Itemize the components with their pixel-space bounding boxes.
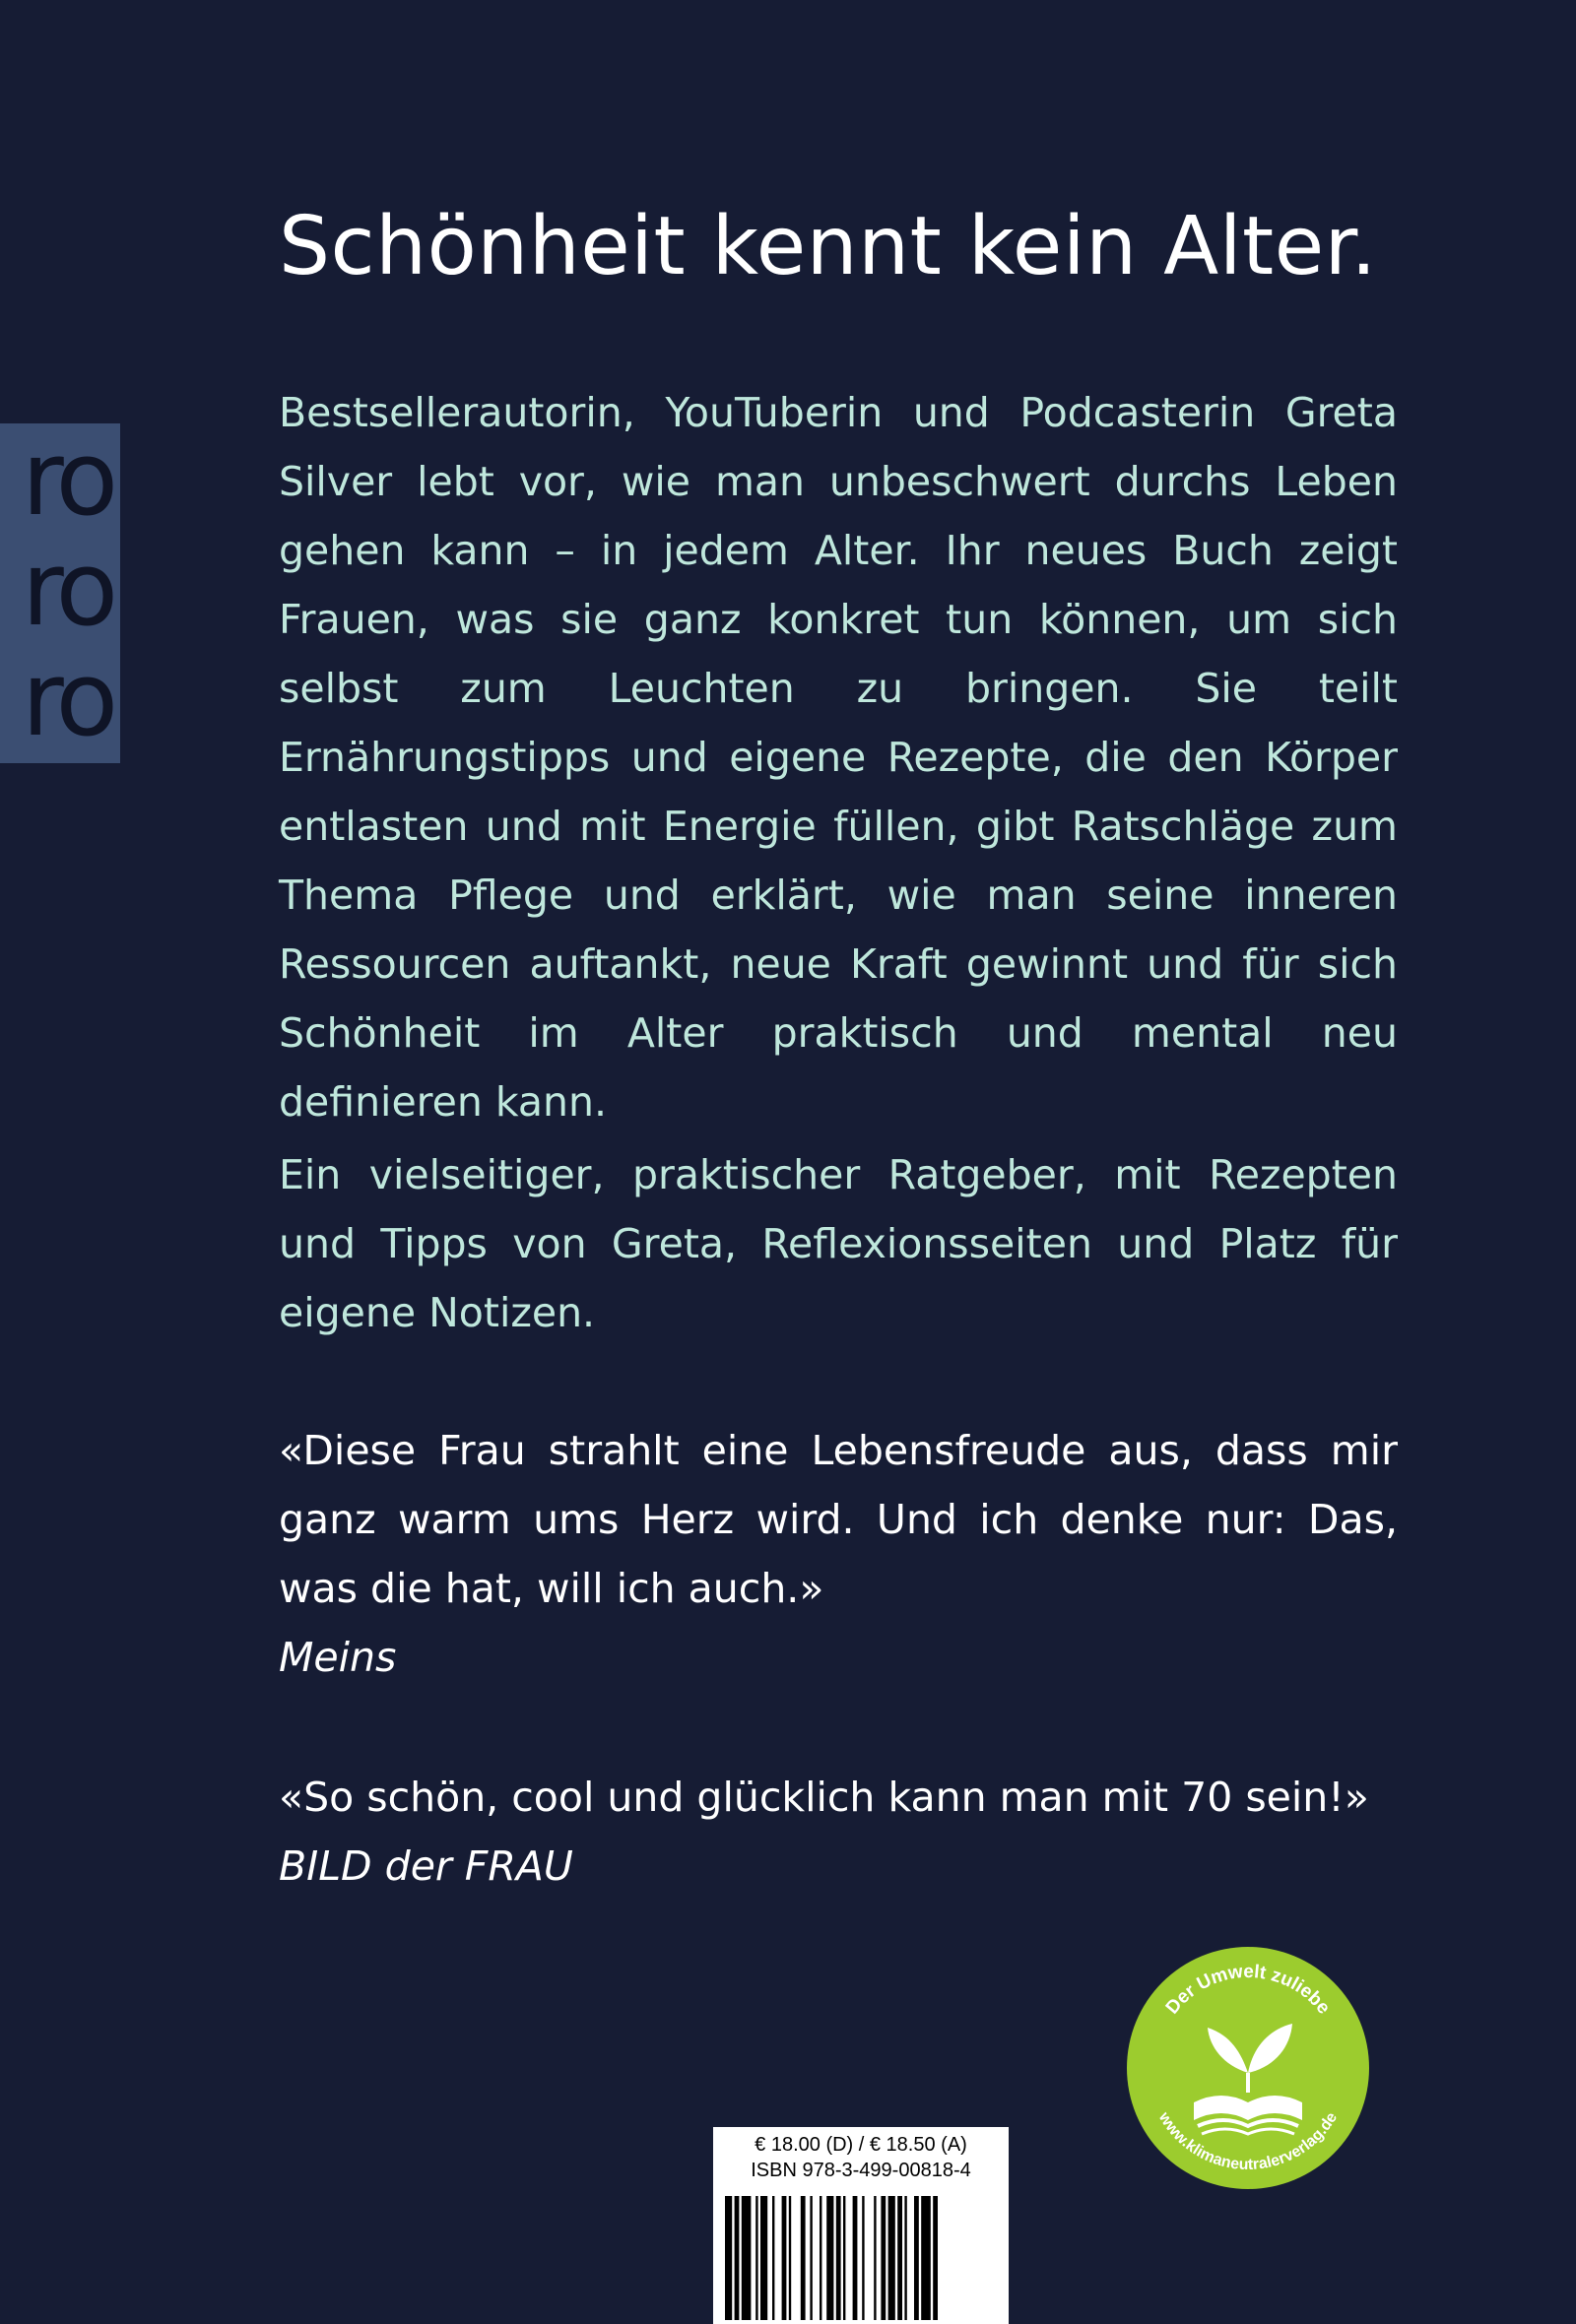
barcode-bar <box>789 2196 791 2320</box>
review-quote <box>279 1763 1398 1901</box>
barcode-bar <box>810 2196 812 2320</box>
badge-circle <box>1127 1947 1369 2189</box>
headline: Schönheit kennt kein Alter. <box>279 200 1377 293</box>
barcode-bar <box>826 2196 833 2320</box>
barcode-bar <box>725 2196 732 2320</box>
barcode-bar <box>782 2196 787 2320</box>
barcode-bar <box>801 2196 806 2320</box>
barcode-bar <box>755 2196 757 2320</box>
barcode-bar <box>897 2196 902 2320</box>
barcode-bar <box>904 2196 906 2320</box>
barcode-bar <box>921 2196 931 2320</box>
barcode-bar <box>853 2196 858 2320</box>
barcode <box>713 2192 1009 2324</box>
barcode-bar <box>881 2196 886 2320</box>
quote-text: «So schön, cool und glücklich kann man mit 70 sein!» <box>279 1774 1369 1821</box>
quote-text: «Diese Frau strahlt eine Lebensfreude aus, dass mir ganz warm ums Herz wird. Und ich denke nur: Das, was die hat, will ich auch.» <box>279 1427 1398 1612</box>
logo-line: ro <box>22 529 113 649</box>
price-label: € 18.00 (D) / € 18.50 (A) <box>755 2134 967 2156</box>
eco-badge <box>1125 1945 1371 2191</box>
barcode-bar <box>874 2196 876 2320</box>
barcode-bar <box>772 2196 774 2320</box>
barcode-bar <box>742 2196 752 2320</box>
badge-bottom-text: www.klimaneutralerverlag.de <box>1154 2109 1342 2174</box>
barcode-bar <box>933 2196 938 2320</box>
barcode-bar <box>843 2196 845 2320</box>
barcode-bar <box>735 2196 740 2320</box>
publisher-logo <box>0 423 120 763</box>
barcode-bar <box>760 2196 767 2320</box>
barcode-bar <box>888 2196 895 2320</box>
blurb-paragraph: Ein vielseitiger, praktischer Ratgeber, mit Rezepten und Tipps von Greta, Reflexionsseiten und Platz für eigene Notizen. <box>279 1151 1398 1336</box>
barcode-bar <box>914 2196 919 2320</box>
blurb-paragraph: Bestsellerautorin, YouTuberin und Podcasterin Greta Silver lebt vor, wie man unbeschwert durchs Leben gehen kann – in jedem Alter. Ihr neues Buch zeigt Frauen, was sie ganz konkret tun können, um sich selbst zum Leuchten zu bringen. Sie teilt Ernährungstipps und eigene Rezepte, die den Körper entlasten und mit Energie füllen, gibt Ratschläge zum Thema Pflege und erklärt, wie man seine inneren Ressourcen auftankt, neue Kraft gewinnt und für sich Schönheit im Alter praktisch und mental neu definieren kann. <box>279 389 1398 1126</box>
barcode-bar <box>836 2196 841 2320</box>
quote-source: Meins <box>279 1634 397 1681</box>
review-quote <box>279 1416 1398 1692</box>
price-barcode-block <box>713 2127 1009 2324</box>
logo-line: ro <box>22 423 113 539</box>
quote-source: BILD der FRAU <box>279 1842 573 1890</box>
barcode-bar <box>820 2196 821 2320</box>
logo-line: ro <box>22 639 113 759</box>
isbn-label: ISBN 978-3-499-00818-4 <box>751 2160 971 2181</box>
badge-top-text: Der Umwelt zuliebe <box>1161 1961 1335 2019</box>
barcode-bar <box>862 2196 864 2320</box>
